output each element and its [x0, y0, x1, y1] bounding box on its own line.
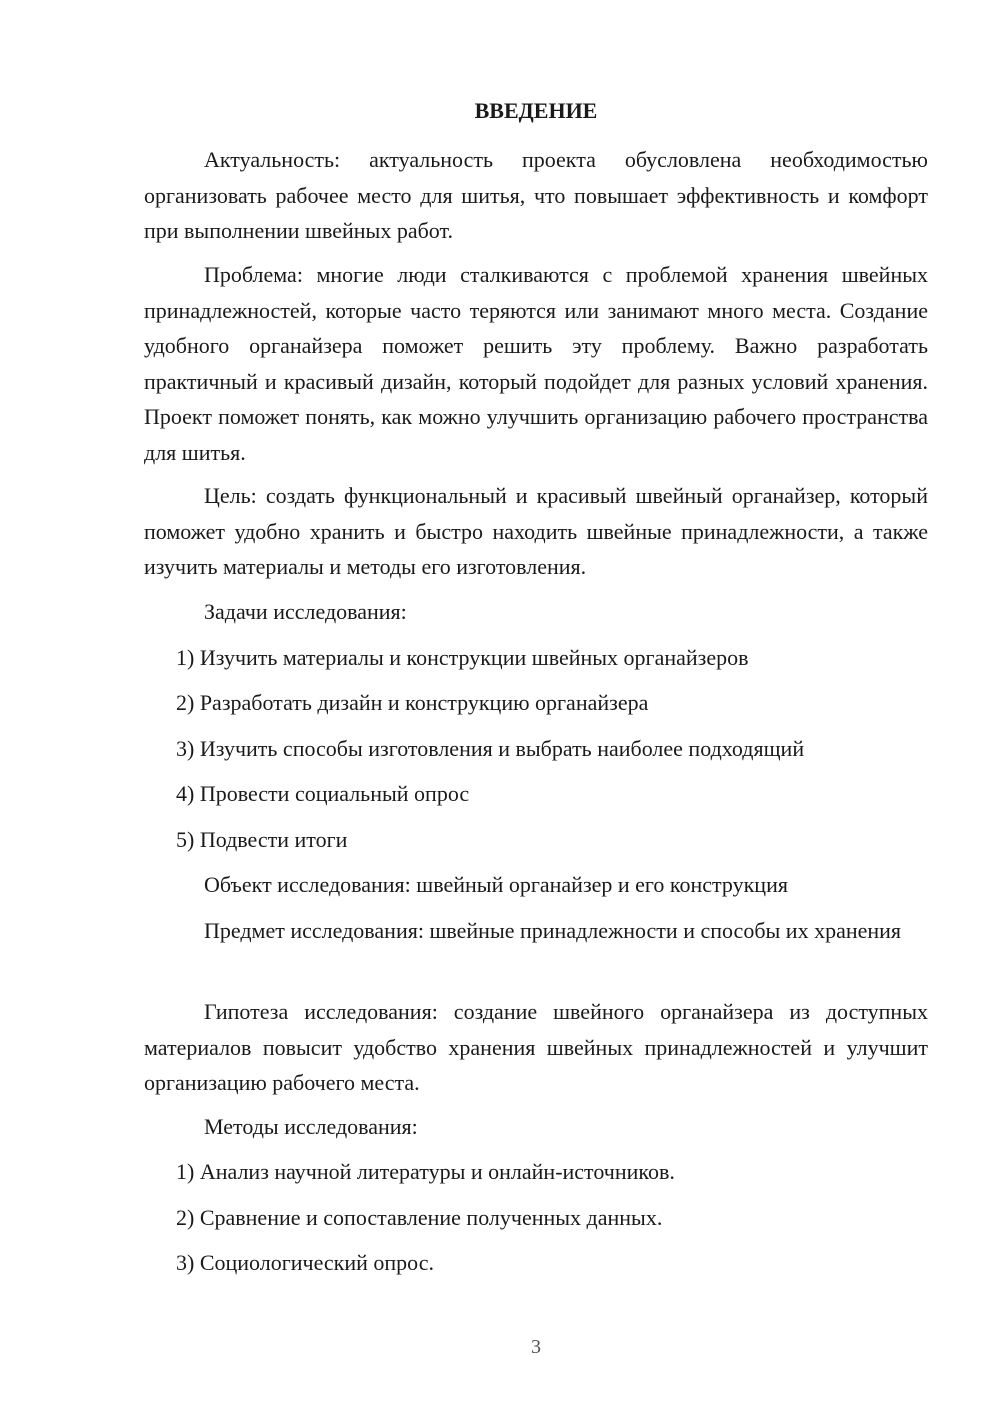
task-item-3: 3) Изучить способы изготовления и выбрать наиболее подходящий	[176, 736, 805, 761]
task-item-1: 1) Изучить материалы и конструкции швейных органайзеров	[176, 645, 749, 670]
method-item-2: 2) Сравнение и сопоставление полученных данных.	[176, 1205, 663, 1230]
task-item-5: 5) Подвести итоги	[176, 827, 348, 852]
subject-paragraph: Предмет исследования: швейные принадлежности и способы их хранения	[204, 918, 902, 943]
goal-paragraph: Цель: создать функциональный и красивый швейный органайзер, который поможет удобно хранить и быстро находить швейные принадлежности, а также изучить материалы и методы его изготовления.	[144, 483, 928, 579]
task-item-2: 2) Разработать дизайн и конструкцию органайзера	[176, 690, 649, 715]
object-line: Объект исследования: швейный органайзер и его конструкция	[204, 872, 788, 897]
method-item-3: 3) Социологический опрос.	[176, 1250, 434, 1275]
page-title: ВВЕДЕНИЕ	[474, 98, 598, 123]
relevance-paragraph: Актуальность: актуальность проекта обусловлена необходимостью организовать рабочее место для шитья, что повышает эффективность и комфорт при выполнении швейных работ.	[144, 147, 928, 243]
method-item-1: 1) Анализ научной литературы и онлайн-источников.	[176, 1159, 675, 1184]
task-item-4: 4) Провести социальный опрос	[176, 781, 470, 806]
methods-heading: Методы исследования:	[204, 1114, 418, 1139]
page-number: 3	[531, 1336, 541, 1358]
problem-paragraph: Проблема: многие люди сталкиваются с проблемой хранения швейных принадлежностей, которые часто теряются или занимают много места. Создание удобного органайзера поможет решить эту проблему. Важно разработать практичный и красивый дизайн, который подойдет для разных условий хранения. Проект поможет понять, как можно улучшить организацию рабочего пространства для шитья.	[144, 262, 928, 465]
hypothesis-paragraph: Гипотеза исследования: создание швейного органайзера из доступных материалов повысит удобство хранения швейных принадлежностей и улучшит организацию рабочего места.	[144, 999, 928, 1095]
tasks-heading: Задачи исследования:	[204, 599, 407, 624]
